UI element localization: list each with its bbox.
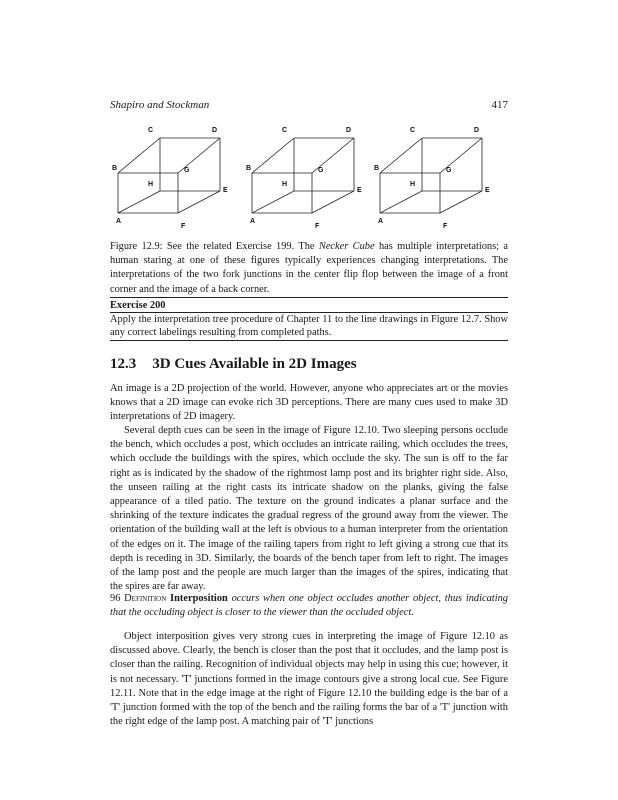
cube-1-label-a: A bbox=[116, 218, 122, 225]
cube-2-label-h: H bbox=[282, 181, 288, 188]
definition-term: Interposition bbox=[166, 593, 228, 604]
cube-2-label-f: F bbox=[315, 223, 320, 230]
cube-3-edge-10 bbox=[440, 191, 482, 213]
cube-3-edge-12 bbox=[380, 138, 422, 173]
cube-3-label-f: F bbox=[443, 223, 448, 230]
section-number: 12.3 bbox=[110, 356, 137, 372]
definition-number: 96 bbox=[110, 593, 125, 604]
cube-3-label-b: B bbox=[374, 165, 380, 172]
cube-2-label-g: G bbox=[318, 167, 324, 174]
cube-2-label-e: E bbox=[357, 187, 362, 194]
caption-text-2: has multiple interpretations; a human staring at one of these figures typically experiences changing interpretations. The interpretations of the two fork junctions in the center flip flop between the image of a front corner and the image of a back corner. bbox=[110, 241, 509, 295]
definition-text: occurs when one object occludes another object, thus indicating that the occluding object is closer to the viewer than the occluded object. bbox=[110, 593, 508, 619]
cube-3-label-c: C bbox=[410, 127, 416, 134]
cube-3-label-g: G bbox=[446, 167, 452, 174]
paragraph-intro: An image is a 2D projection of the world. However, anyone who appreciates art or the movies knows that a 2D image can evoke rich 3D perceptions. There are many cues used to make 3D interpretations of 2D imagery. bbox=[110, 383, 508, 423]
cube-3-label-e: E bbox=[485, 187, 490, 194]
caption-text-1: Figure 12.9: See the related Exercise 199. The bbox=[110, 241, 319, 252]
cube-1-label-b: B bbox=[112, 165, 118, 172]
cube-1-edge-10 bbox=[178, 191, 220, 213]
section-title: 3D Cues Available in 2D Images bbox=[152, 356, 357, 372]
necker-cubes-svg bbox=[110, 120, 508, 238]
cube-2-edge-10 bbox=[312, 191, 354, 213]
definition-interposition bbox=[110, 592, 508, 620]
cube-1-label-c: C bbox=[148, 127, 154, 134]
cube-1-label-d: D bbox=[212, 127, 218, 134]
cube-3-edge-9 bbox=[380, 191, 422, 213]
paragraph-interposition: Object interposition gives very strong cues in interpreting the image of Figure 12.10 as discussed above. Clearly, the bench is closer than the post that it occludes, and the lamp post is closer than the railing. Recognition of individual objects may help in using this cue; however, it is not necessary. 'T' junctions formed in the image contours give a strong local cue. See Figure 12.11. Note that in the edge image at the right of Figure 12.10 the building edge is the bar of a 'T' junction formed with the top of the bench and the railing forms the bar of a 'T' junction with the right edge of the lamp post. A matching pair of 'T' junctions bbox=[110, 631, 508, 728]
exercise-box bbox=[110, 297, 508, 341]
exercise-title: Exercise 200 bbox=[110, 298, 508, 313]
cube-2-label-a: A bbox=[250, 218, 256, 225]
cube-1-label-h: H bbox=[148, 181, 154, 188]
cube-3-label-a: A bbox=[378, 218, 384, 225]
cube-2-label-c: C bbox=[282, 127, 288, 134]
exercise-text: Apply the interpretation tree procedure of Chapter 11 to the line drawings in Figure 12.7. Show any correct labelings resulting from completed paths. bbox=[110, 314, 508, 338]
figure-caption bbox=[110, 240, 508, 297]
page-number: 417 bbox=[491, 99, 508, 111]
cube-3-label-h: H bbox=[410, 181, 416, 188]
cube-2-label-d: D bbox=[346, 127, 352, 134]
cube-1-label-g: G bbox=[184, 167, 190, 174]
section-heading bbox=[110, 356, 357, 373]
running-header-title: Shapiro and Stockman bbox=[110, 99, 210, 111]
cube-2-edge-9 bbox=[252, 191, 294, 213]
paragraph-depth-cues: Several depth cues can be seen in the image of Figure 12.10. Two sleeping persons occlude the bench, which occludes a post, which occludes an intricate railing, which occludes the trees, which occlude the buildings with the spires, which occlude the sky. The sun is off to the far right as is indicated by the shadow of the rightmost lamp post and its brighter right side. Also, the unseen railing at the right casts its intricate shadow on the planks, giving the false appearance of a tiled patio. The texture on the ground indicates a planar surface and the shrinking of the texture indicates the gradual regress of the ground away from the viewer. The orientation of the building wall at the left is obvious to a human interpreter from the orientation of the edges on it. The image of the railing tapers from right to left giving a strong cue that its depth is receding in 3D. Similarly, the boards of the bench taper from left to right. The images of the lamp post and the people are much larger than the images of the spires, indicating that the spires are far away. bbox=[110, 425, 508, 593]
cube-1-edge-12 bbox=[118, 138, 160, 173]
caption-term: Necker Cube bbox=[318, 241, 375, 252]
cube-1-edge-9 bbox=[118, 191, 160, 213]
necker-cube-figure bbox=[110, 120, 508, 238]
cube-3-label-d: D bbox=[474, 127, 480, 134]
definition-label: Definition bbox=[124, 593, 167, 604]
cube-2-edge-12 bbox=[252, 138, 294, 173]
cube-2-label-b: B bbox=[246, 165, 252, 172]
cube-1-label-f: F bbox=[181, 223, 186, 230]
cube-1-label-e: E bbox=[223, 187, 228, 194]
